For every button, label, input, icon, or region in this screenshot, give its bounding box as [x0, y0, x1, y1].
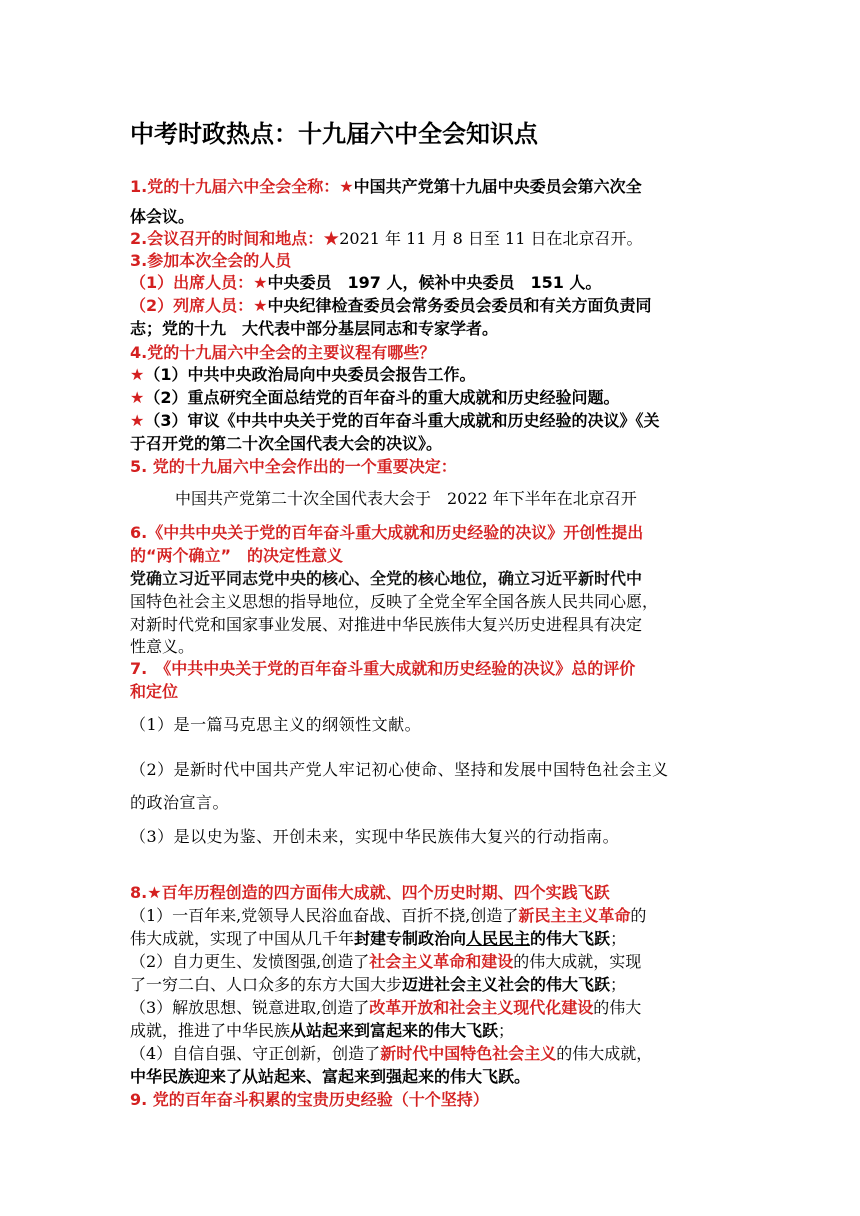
star-icon: ★ — [253, 296, 268, 315]
star-icon: ★ — [130, 365, 145, 384]
achievement-1-end: 的 — [630, 906, 647, 925]
achievement-1-punct: ； — [610, 929, 627, 948]
section-3-item-1 — [130, 270, 601, 293]
agenda-item-2-text: （2）重点研究全面总结党的百年奋斗的重大成就和历史经验问题。 — [144, 388, 620, 407]
section-1-text-cont: 体会议。 — [130, 207, 195, 226]
agenda-item-3 — [130, 408, 659, 431]
section-2-text: 2021 年 11 月 8 日至 11 日在北京召开。 — [339, 229, 643, 248]
achievement-3-line-1 — [130, 995, 641, 1018]
star-icon: ★ — [130, 388, 145, 407]
agenda-item-3-cont: 于召开党的第二十次全国代表大会的决议》。 — [130, 434, 443, 453]
section-8-number: 8. — [130, 883, 148, 902]
attendees-label: （1）出席人员： — [130, 273, 254, 292]
observers-label: （2）列席人员： — [130, 296, 254, 315]
section-1-heading: 1.党的十九届六中全会全称： — [130, 177, 340, 196]
star-icon: ★ — [253, 273, 268, 292]
section-9-heading: 9. 党的百年奋斗积累的宝贵历史经验（十个坚持） — [130, 1090, 489, 1109]
section-7-heading-1: 7. 《中共中央关于党的百年奋斗重大成就和历史经验的决议》总的评价 — [130, 659, 636, 678]
achievement-1-bold: 封建专制政治向 — [354, 929, 467, 948]
agenda-item-3-text: （3）审议《中共中央关于党的百年奋斗重大成就和历史经验的决议》《关 — [144, 411, 660, 430]
section-5-text: 中国共产党第二十次全国代表大会于 2022 年下半年在北京召开 — [175, 489, 637, 508]
section-2-heading: 2.会议召开的时间和地点： — [130, 229, 324, 248]
star-icon: ★ — [130, 411, 145, 430]
section-2-line — [130, 226, 642, 249]
achievement-2-end: 的伟大成就，实现 — [513, 952, 642, 971]
achievement-3-end: 的伟大 — [593, 998, 642, 1017]
section-3-heading: 3.参加本次全会的人员 — [130, 251, 292, 270]
achievement-1-highlight: 新民主主义革命 — [518, 906, 631, 925]
section-6-para-2: 国特色社会主义思想的指导地位，反映了全党全军全国各族人民共同心愿， — [130, 592, 659, 611]
achievement-2-text: （2）自力更生、发愤图强,创造了 — [130, 952, 370, 971]
achievement-4-end: 的伟大成就， — [556, 1044, 653, 1063]
evaluation-item-2-cont: 的政治宣言。 — [130, 793, 230, 812]
section-8-heading — [130, 880, 610, 903]
achievement-3-text: （3）解放思想、锐意进取,创造了 — [130, 998, 370, 1017]
achievement-2-text-2: 了一穷二白、人口众多的东方大国大步 — [130, 975, 403, 994]
achievement-1-bold-2: 的伟大飞跃 — [530, 929, 611, 948]
section-6-heading-2: 的“两个确立” 的决定性意义 — [130, 546, 344, 565]
observers-text-cont: 志；党的十九 大代表中部分基层同志和专家学者。 — [130, 319, 499, 338]
section-1-line-1 — [130, 174, 642, 197]
star-icon: ★ — [323, 229, 340, 248]
agenda-item-1 — [130, 362, 475, 385]
achievement-2-bold: 迈进社会主义社会的伟大飞跃 — [402, 975, 611, 994]
achievement-1-text-2: 伟大成就，实现了中国从几千年 — [130, 929, 355, 948]
section-6-para-4: 性意义。 — [130, 637, 195, 656]
achievement-4-highlight: 新时代中国特色社会主义 — [380, 1044, 557, 1063]
achievement-4-text: （4）自信自强、守正创新，创造了 — [130, 1044, 381, 1063]
agenda-item-1-text: （1）中共中央政治局向中央委员会报告工作。 — [144, 365, 476, 384]
star-icon: ★ — [147, 883, 162, 902]
section-1-text: 中国共产党第十九届中央委员会第六次全 — [353, 177, 642, 196]
section-3-item-2 — [130, 293, 652, 316]
achievement-4-line-2: 中华民族迎来了从站起来、富起来到强起来的伟大飞跃。 — [130, 1067, 531, 1086]
achievement-2-line-2 — [130, 972, 626, 995]
star-icon: ★ — [339, 177, 354, 196]
page-title: 中考时政热点：十九届六中全会知识点 — [130, 120, 538, 148]
achievement-4-line-1 — [130, 1041, 652, 1064]
section-6-heading-1: 6.《中共中央关于党的百年奋斗重大成就和历史经验的决议》开创性提出 — [130, 523, 644, 542]
achievement-2-line-1 — [130, 949, 641, 972]
achievement-1-line-2 — [130, 926, 626, 949]
achievement-3-bold: 从站起来到富起来的伟大飞跃 — [290, 1021, 499, 1040]
evaluation-item-1: （1）是一篇马克思主义的纲领性文献。 — [130, 715, 422, 734]
achievement-1-underlined: 人民民主 — [466, 929, 531, 948]
section-4-heading: 4.党的十九届六中全会的主要议程有哪些？ — [130, 343, 436, 362]
section-5-heading: 5. 党的十九届六中全会作出的一个重要决定： — [130, 457, 457, 476]
section-6-para-1: 党确立习近平同志党中央的核心、全党的核心地位，确立习近平新时代中 — [130, 569, 643, 588]
achievement-1-line-1 — [130, 903, 646, 926]
achievement-3-highlight: 改革开放和社会主义现代化建设 — [369, 998, 594, 1017]
attendees-text: 中央委员 197 人，候补中央委员 151 人。 — [267, 273, 602, 292]
section-1-line-2 — [130, 204, 194, 227]
evaluation-item-3: （3）是以史为鉴、开创未来，实现中华民族伟大复兴的行动指南。 — [130, 827, 620, 846]
agenda-item-2 — [130, 385, 619, 408]
achievement-3-text-2: 成就，推进了中华民族 — [130, 1021, 291, 1040]
achievement-1-text: （1）一百年来,党领导人民浴血奋战、百折不挠,创造了 — [130, 906, 519, 925]
achievement-2-punct: ； — [610, 975, 627, 994]
evaluation-item-2: （2）是新时代中国共产党人牢记初心使命、坚持和发展中国特色社会主义 — [130, 760, 669, 779]
section-7-heading-2: 和定位 — [130, 682, 179, 701]
section-6-para-3: 对新时代党和国家事业发展、对推进中华民族伟大复兴历史进程具有决定 — [130, 615, 643, 634]
achievement-3-punct: ； — [498, 1021, 515, 1040]
section-8-heading-text: 百年历程创造的四方面伟大成就、四个历史时期、四个实践飞跃 — [161, 883, 610, 902]
achievement-3-line-2 — [130, 1018, 514, 1041]
achievement-2-highlight: 社会主义革命和建设 — [369, 952, 514, 971]
observers-text: 中央纪律检查委员会常务委员会委员和有关方面负责同 — [267, 296, 652, 315]
